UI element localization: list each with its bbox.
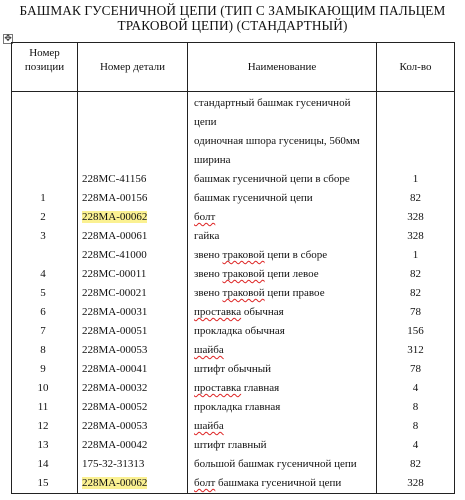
cell-position: 7 [12, 322, 78, 341]
cell-name [188, 246, 377, 265]
header-position [12, 43, 78, 92]
table-row [12, 132, 455, 151]
cell-qty [377, 113, 455, 132]
name-text: башмак гусеничной цепи [194, 192, 313, 204]
name-text [194, 211, 215, 223]
cell-name [188, 455, 377, 474]
cell-qty: 328 [377, 227, 455, 246]
cell-name [188, 189, 377, 208]
table-row [12, 303, 455, 322]
part-number-text: 228МА-00053 [82, 420, 148, 432]
name-text: звено траковой цепи в сборе [194, 249, 328, 261]
cell-part-number [78, 322, 188, 341]
cell-qty [377, 92, 455, 114]
table-row [12, 474, 455, 494]
spellcheck-mark: траковой [222, 249, 265, 261]
part-number-text: 228МС-41000 [82, 249, 147, 261]
cell-position [12, 92, 78, 114]
cell-qty: 328 [377, 474, 455, 494]
cell-position [12, 151, 78, 170]
cell-name [188, 208, 377, 227]
name-text: звено траковой цепи правое [194, 287, 325, 299]
spellcheck-mark: шайба [194, 344, 224, 356]
spellcheck-mark: траковой [222, 268, 265, 280]
name-text: ширина [194, 154, 231, 166]
cell-part-number [78, 379, 188, 398]
spellcheck-mark: проставка [194, 382, 242, 394]
cell-qty: 1 [377, 246, 455, 265]
part-number-text: 228МА-00053 [82, 344, 148, 356]
name-text: большой башмак гусеничной цепи [194, 458, 357, 470]
part-number-text: 228МА-00062 [82, 477, 148, 489]
cell-qty: 82 [377, 265, 455, 284]
name-text: звено траковой цепи левое [194, 268, 319, 280]
cell-part-number [78, 246, 188, 265]
cell-qty [377, 132, 455, 151]
cell-qty: 4 [377, 436, 455, 455]
parts-table [11, 42, 455, 494]
cell-position: 1 [12, 189, 78, 208]
cell-part-number [78, 170, 188, 189]
move-anchor-icon[interactable]: ✥ [4, 34, 12, 44]
cell-part-number [78, 417, 188, 436]
name-text: штифт обычный [194, 363, 272, 375]
name-text [194, 420, 224, 432]
cell-part-number [78, 208, 188, 227]
cell-position: 6 [12, 303, 78, 322]
part-number-text: 228МА-00031 [82, 306, 148, 318]
cell-position [12, 132, 78, 151]
cell-qty: 78 [377, 303, 455, 322]
cell-name [188, 151, 377, 170]
spellcheck-mark: болт [194, 211, 216, 223]
name-text: проставка главная [194, 382, 280, 394]
cell-part-number [78, 398, 188, 417]
cell-name [188, 322, 377, 341]
cell-position [12, 113, 78, 132]
cell-name [188, 341, 377, 360]
cell-position [12, 170, 78, 189]
cell-name [188, 417, 377, 436]
cell-qty: 8 [377, 398, 455, 417]
document-title [0, 3, 465, 33]
table-row [12, 322, 455, 341]
part-number-text: 228МА-00032 [82, 382, 148, 394]
header-qty: Кол-во [377, 43, 455, 92]
cell-qty: 4 [377, 379, 455, 398]
cell-qty: 82 [377, 189, 455, 208]
header-name: Наименование [188, 43, 377, 92]
cell-name [188, 379, 377, 398]
cell-part-number [78, 92, 188, 114]
part-number-text: 228МА-00156 [82, 192, 148, 204]
part-number-text: 228МА-00052 [82, 401, 148, 413]
cell-name [188, 132, 377, 151]
name-text: гайка [194, 230, 220, 242]
part-number-text: 228МА-00062 [82, 211, 148, 223]
cell-name [188, 303, 377, 322]
cell-part-number [78, 360, 188, 379]
cell-position: 5 [12, 284, 78, 303]
cell-name [188, 284, 377, 303]
table-row [12, 113, 455, 132]
table-row [12, 360, 455, 379]
table-body [12, 92, 455, 494]
spellcheck-mark: проставка [194, 306, 242, 318]
cell-name [188, 436, 377, 455]
table-row [12, 398, 455, 417]
name-text: проставка обычная [194, 306, 284, 318]
cell-name [188, 265, 377, 284]
table-row [12, 417, 455, 436]
cell-position [12, 246, 78, 265]
cell-qty [377, 151, 455, 170]
table-row [12, 189, 455, 208]
cell-qty: 312 [377, 341, 455, 360]
name-text: стандартный башмак гусеничной [194, 97, 351, 109]
name-text: прокладка главная [194, 401, 281, 413]
table-row [12, 265, 455, 284]
part-number-text: 228МА-00051 [82, 325, 148, 337]
cell-qty: 8 [377, 417, 455, 436]
cell-qty: 328 [377, 208, 455, 227]
name-text: одиночная шпора гусеницы, 560мм [194, 135, 360, 147]
part-number-text: 228МА-00042 [82, 439, 148, 451]
cell-name [188, 113, 377, 132]
name-text: штифт главный [194, 439, 267, 451]
cell-qty: 78 [377, 360, 455, 379]
cell-position: 15 [12, 474, 78, 494]
cell-name [188, 92, 377, 114]
cell-position: 3 [12, 227, 78, 246]
part-number-text: 175-32-31313 [82, 458, 145, 470]
spellcheck-mark: шайба [194, 420, 224, 432]
table-row [12, 170, 455, 189]
cell-qty: 1 [377, 170, 455, 189]
spellcheck-mark: траковой [222, 287, 265, 299]
name-text [194, 344, 224, 356]
part-number-text: 228МС-41156 [82, 173, 147, 185]
name-text: цепи [194, 116, 217, 128]
cell-position: 9 [12, 360, 78, 379]
name-text: башмак гусеничной цепи в сборе [194, 173, 350, 185]
cell-position: 11 [12, 398, 78, 417]
cell-part-number [78, 303, 188, 322]
cell-part-number [78, 113, 188, 132]
cell-name [188, 474, 377, 494]
part-number-text: 228МС-00021 [82, 287, 147, 299]
spellcheck-mark: болт [194, 477, 216, 489]
table-row [12, 284, 455, 303]
table-row [12, 151, 455, 170]
cell-part-number [78, 227, 188, 246]
cell-name [188, 398, 377, 417]
cell-part-number [78, 284, 188, 303]
cell-qty: 82 [377, 455, 455, 474]
cell-position: 10 [12, 379, 78, 398]
cell-position: 4 [12, 265, 78, 284]
cell-qty: 156 [377, 322, 455, 341]
cell-qty: 82 [377, 284, 455, 303]
cell-name [188, 227, 377, 246]
cell-part-number [78, 151, 188, 170]
table-row [12, 246, 455, 265]
cell-name [188, 360, 377, 379]
title-line-2: ТРАКОВОЙ ЦЕПИ) (СТАНДАРТНЫЙ) [117, 18, 348, 33]
title-line-1: БАШМАК ГУСЕНИЧНОЙ ЦЕПИ (ТИП С ЗАМЫКАЮЩИМ ПАЛЬЦЕМ [19, 3, 446, 18]
cell-part-number [78, 455, 188, 474]
part-number-text: 228МА-00061 [82, 230, 148, 242]
table-row [12, 227, 455, 246]
header-part-number: Номер детали [78, 43, 188, 92]
cell-position: 12 [12, 417, 78, 436]
table-row [12, 208, 455, 227]
name-text: болт башмака гусеничной цепи [194, 477, 342, 489]
table-row [12, 455, 455, 474]
table-header-row [12, 43, 455, 92]
header-position-line2: позиции [24, 61, 65, 73]
table-row [12, 379, 455, 398]
cell-position: 2 [12, 208, 78, 227]
part-number-text: 228МС-00011 [82, 268, 147, 280]
table-row [12, 436, 455, 455]
cell-position: 8 [12, 341, 78, 360]
cell-position: 14 [12, 455, 78, 474]
header-position-line1: Номер [29, 47, 60, 59]
table-row [12, 341, 455, 360]
cell-name [188, 170, 377, 189]
cell-part-number [78, 474, 188, 494]
cell-part-number [78, 265, 188, 284]
cell-part-number [78, 189, 188, 208]
cell-part-number [78, 341, 188, 360]
part-number-text: 228МА-00041 [82, 363, 148, 375]
table-row [12, 92, 455, 114]
cell-part-number [78, 132, 188, 151]
name-text: прокладка обычная [194, 325, 285, 337]
cell-part-number [78, 436, 188, 455]
cell-position: 13 [12, 436, 78, 455]
